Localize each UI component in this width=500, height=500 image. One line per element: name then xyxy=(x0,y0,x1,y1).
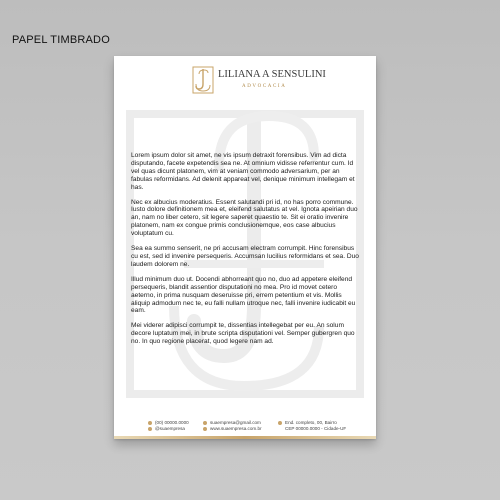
monogram-logo-icon xyxy=(192,66,214,94)
gold-bottom-edge xyxy=(114,436,376,439)
logo-tagline: ADVOCACIA xyxy=(242,84,287,89)
instagram-icon xyxy=(148,427,152,431)
footer-website: www.suaempresa.com.br xyxy=(203,426,262,432)
letter-body xyxy=(131,152,361,353)
letterhead-sheet xyxy=(114,56,376,439)
paragraph: Lorem ipsum dolor sit amet, ne vis ipsum detraxit forensibus. Vim ad dicta disputando, facete expetendis sea ne. At omnium vidisse referrentur cum. Id vel quas dicunt platonem, vim at veniam commodo adversarium, per an fabulas reformidans. Ad delenit appareat vel, denique minimum intellegam et has. xyxy=(131,152,355,191)
footer-address: End. completo, 00, Bairro xyxy=(278,420,346,426)
logo xyxy=(192,66,326,94)
footer-phone: (00) 00000.0000 xyxy=(148,420,189,426)
location-pin-icon xyxy=(278,421,282,425)
paragraph: Mei viderer adipisci corrumpit te, dissentias intellegebat per eu. An solum decore luptatum mei, in brute scripta disputationi vel. Semper gubergren quo no. In quo regione placerat, quod legere nam ad. xyxy=(131,322,355,346)
footer-social: @suaempresa xyxy=(148,426,189,432)
paragraph: Illud minimum duo ut. Docendi abhorreant quo no, duo ad appetere eleifend persequeris, blandit assentior disputationi no mea. Pro id movet cetero aeterno, in prima nusquam deseruisse pri, errem petentium et vis. Mollis aliquip admodum nec te, eu falli nullam utroque nec, falli invenire iudicabit eu eam. xyxy=(131,275,356,315)
phone-icon xyxy=(148,421,152,425)
footer-cep: CEP 00000.0000 - Cidade-UF xyxy=(285,426,347,431)
globe-icon xyxy=(203,427,207,431)
footer-email: suaempresa@gmail.com xyxy=(203,420,262,426)
logo-name: LILIANA A SENSULINI xyxy=(218,69,326,80)
paragraph: Nec ex albucius moderatius. Essent salutandi pri id, no has porro commune. Iusto dolore definitionem mea et, eleifend salutatus at vel. Ignota apeirian duo an, nam no liber cetero, sit legere saperet quaestio te. Sit ei oratio invenire platonem, nam ex congue primis conclusionemque, eos case albucius voluptatum cu. xyxy=(131,198,358,238)
mail-icon xyxy=(203,421,207,425)
paragraph: Sea ea summo senserit, ne pri accusam electram corrumpit. Hinc forensibus cu est, sed id invenire persequeris. Accumsan lucilius reformidans et sea. Duo laudem dolorem ne. xyxy=(131,245,359,268)
page-heading: PAPEL TIMBRADO xyxy=(12,34,110,46)
